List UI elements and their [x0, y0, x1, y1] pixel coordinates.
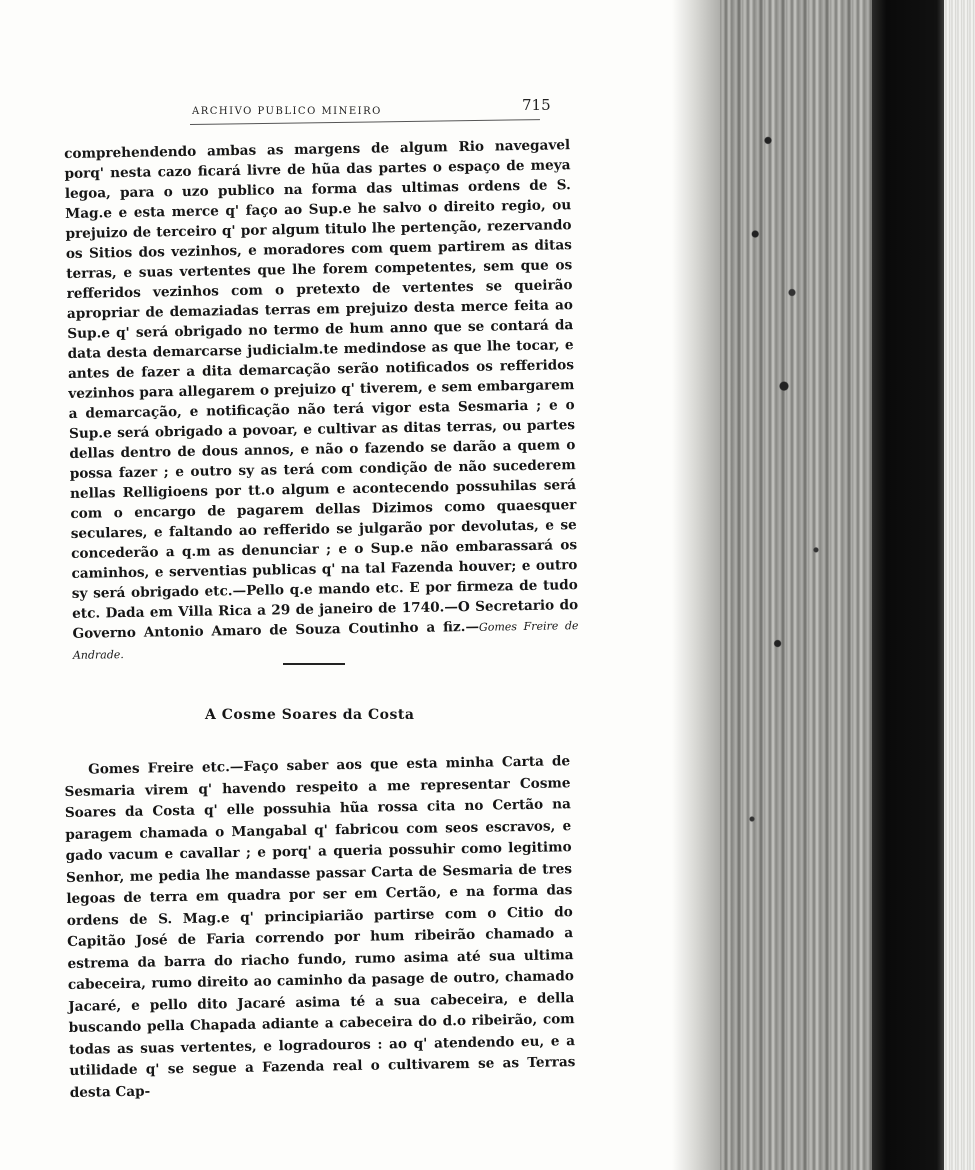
section-1-body: comprehendendo ambas as margens de algum Rio navegavel porq' nesta cazo ficará livre de hũa das partes o espaço de meya legoa, para o uzo publico na forma das ultimas ordens de S. Mag.e e esta merce q' faço ao Sup.e he salvo o direito regio, ou prejuizo de terceiro q' por algum titulo lhe pertenção, rezervando os Sitios dos vezinhos, e moradores com quem partirem as ditas terras, e suas vertentes que lhe forem competentes, sem que os refferidos vezinhos com o pretexto de vertentes se queirão apropriar de demaziadas terras em prejuizo desta merce feita ao Sup.e q' será obrigado no termo de hum anno que se contará da data desta demarcarse judicialm.te medindose as que lhe tocar, e antes de fazer a dita demarcação serão notificados os refferidos vezinhos para allegarem o prejuizo q' tiverem, e sem embargarem a demarcação, e notificação não terá vigor esta Sesmaria ; e o Sup.e será obrigado a povoar, e cultivar as ditas terras, ou partes dellas dentro de dous annos, e não o fazendo se darão a quem o possa fazer ; e outro sy as terá com condição de não sucederem nellas Relligioens por tt.o algum e acontecendo possuhilas será com o encargo de pagarem dellas Dizimos como quaesquer seculares, e faltando ao refferido se julgarão por devolutas, e se concederão a q.m as denunciar ; e o Sup.e não embarassará os caminhos, e serventias publicas q' na tal Fazenda houver; e outro sy será obrigado etc.—Pello q.e mando etc. E por firmeza de tudo etc. Dada em Villa Rica a 29 de janeiro de 1740.—O Secretario do Governo Antonio Amaro de Souza Coutinho a fiz.—: [64, 137, 579, 642]
section-sesmaria-continuation: [64, 135, 579, 666]
gutter-shadow: [872, 0, 944, 1170]
section-2-body: Gomes Freire etc.—Faço saber aos que esta minha Carta de Sesmaria virem q' havendo respeito a me representar Cosme Soares da Costa q' elle possuhia hũa rossa cita no Certão na paragem chamada o Mangabal q' fabricou com seos escravos, e gado vacum e cavallar ; e porq' a queria possuhir como legitimo Senhor, me pedia lhe mandasse passar Carta de Sesmaria de tres legoas de terra em quadra por ser em Certão, e na forma das ordens de S. Mag.e q' principiarião partirse com o Citio do Capitão José de Faria correndo por hum ribeirão chamado a estrema da barra do riacho fundo, rumo asima até sua ultima cabeceira, rumo direito ao caminho da pasage de outro, chamado Jacaré, e pello dito Jacaré asima té a sua cabeceira, e della buscando pella Chapada adiante a cabeceira do d.o ribeirão, com todas as suas vertentes, e logradouros : ao q' atendendo eu, e a utilidade q' se segue a Fazenda real o cultivarem se as Terras desta Cap-: [64, 753, 576, 1101]
section-divider: [283, 663, 345, 665]
book-gutter: [672, 0, 975, 1170]
header-rule: [190, 119, 540, 125]
running-head: ARCHIVO PUBLICO MINEIRO: [192, 106, 382, 117]
page-edge: [944, 0, 975, 1170]
gutter-speckle: [720, 0, 880, 1170]
signature: Gomes Freire de Andrade.: [72, 619, 579, 662]
page-number: 715: [522, 96, 551, 114]
section-title: A Cosme Soares da Costa: [205, 707, 415, 723]
